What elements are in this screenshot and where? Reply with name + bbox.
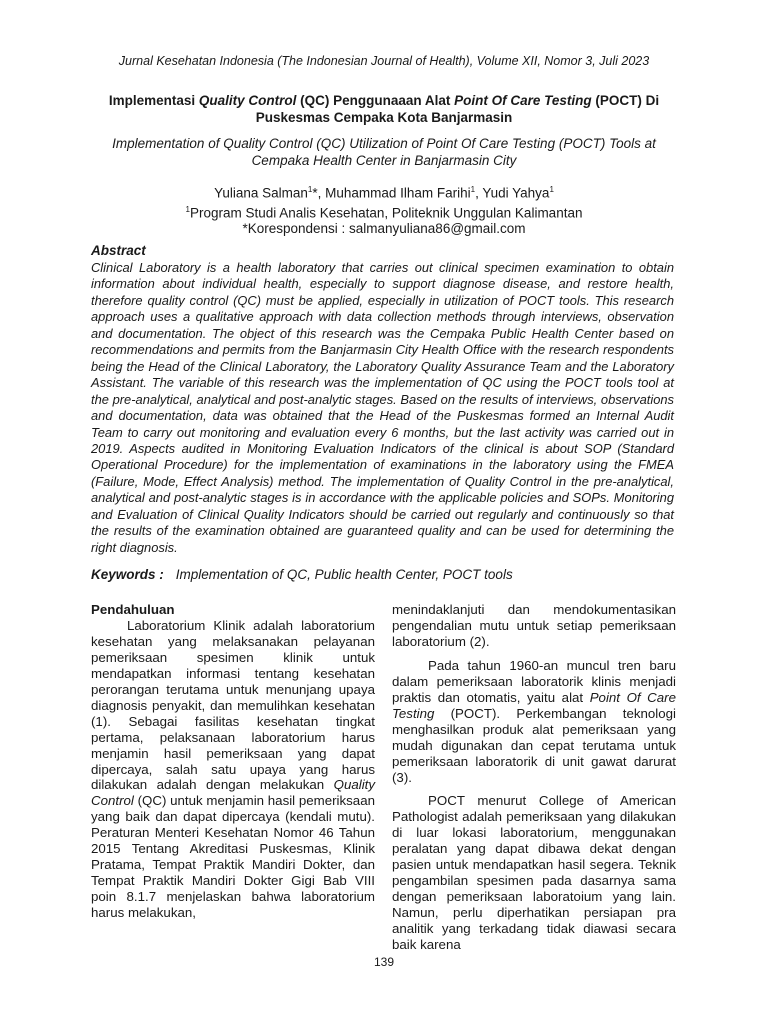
right-column bbox=[392, 602, 676, 953]
correspondence: *Korespondensi : salmanyuliana86@gmail.com bbox=[242, 221, 526, 236]
keywords-text: Implementation of QC, Public health Center, POCT tools bbox=[175, 567, 513, 582]
text-run: Pada tahun 1960-an muncul tren baru dalam pemeriksaan laboratorik klinis menjadi praktis dan otomatis, yaitu alat bbox=[392, 657, 676, 705]
author-3-sup: 1 bbox=[549, 185, 554, 194]
body-paragraph: POCT menurut College of American Pathologist adalah pemeriksaan yang dilakukan di luar lokasi laboratorium, menggunakan peralatan yang dapat dibawa dekat dengan pasien untuk mendapatkan hasil segera. Teknik pengambilan spesimen pada dasarnya sama dengan pemeriksaan laboratoium yang lain. Namun, perlu diperhatikan persiapan pra analitik yang terkadang tidak diawasi secara baik karena bbox=[392, 793, 676, 953]
keywords-label: Keywords : bbox=[91, 567, 164, 582]
english-title-line-2: Cempaka Health Center in Banjarmasin City bbox=[251, 153, 517, 168]
text-run: (QC) untuk menjamin hasil pemeriksaan yang baik dan dapat dipercaya (kendali mutu). Peraturan Menteri Kesehatan Nomor 46 Tahun 2015 Tentang Akreditasi Puskesmas, Klinik Pratama, Tempat Praktik Mandiri Dokter, dan Tempat Praktik Mandiri Dokter Gigi Bab VIII poin 8.1.7 menjelaskan bahwa laboratorium harus melakukan, bbox=[91, 793, 375, 921]
author-block bbox=[70, 182, 698, 237]
paper-title bbox=[70, 92, 698, 126]
keywords bbox=[91, 567, 681, 582]
left-column bbox=[91, 602, 375, 921]
english-title-line-1: Implementation of Quality Control (QC) Utilization of Point Of Care Testing (POCT) Tools at bbox=[112, 136, 656, 151]
body-paragraph: menindaklanjuti dan mendokumentasikan pengendalian mutu untuk setiap pemeriksaan laboratorium (2). bbox=[392, 602, 676, 649]
affiliation bbox=[70, 202, 698, 222]
author-2: *, Muhammad Ilham Farihi bbox=[312, 185, 471, 201]
author-1: Yuliana Salman bbox=[214, 185, 308, 201]
running-head: Jurnal Kesehatan Indonesia (The Indonesian Journal of Health), Volume XII, Nomor 3, Juli 2023 bbox=[118, 54, 650, 68]
text-run: (POCT). Perkembangan teknologi menghasilkan produk alat pemeriksaan yang mudah digunakan dan cepat terutama untuk pemeriksaan laboratorik di unit gawat darurat (3). bbox=[392, 705, 676, 785]
author-3: , Yudi Yahya bbox=[475, 185, 550, 201]
abstract-heading: Abstract bbox=[91, 243, 146, 258]
title-part-4: Point Of Care Testing bbox=[454, 93, 592, 108]
title-part-5: (POCT) Di bbox=[591, 93, 660, 108]
italic-term: Quality Control bbox=[91, 777, 375, 809]
body-paragraph bbox=[392, 658, 676, 786]
title-part-1: Implementasi bbox=[108, 93, 199, 108]
text-run: Laboratorium Klinik adalah laboratorium kesehatan yang melaksanakan pelayanan pemeriksaan spesimen klinik untuk mendapatkan informasi tentang kesehatan perorangan terutama untuk menunjang upaya diagnosis penyakit, dan memulihkan kesehatan (1). Sebagai fasilitas kesehatan tingkat pertama, pelaksanaan laboratorium harus menjamin hasil pemeriksaan yang dapat dipercaya, salah satu upaya yang harus dilakukan adalah dengan melakukan bbox=[91, 617, 375, 793]
title-line-2: Puskesmas Cempaka Kota Banjarmasin bbox=[255, 110, 513, 125]
author-1-sup: 1 bbox=[307, 185, 313, 194]
page-number: 139 bbox=[373, 955, 395, 969]
author-list bbox=[70, 182, 698, 202]
english-title bbox=[70, 135, 698, 169]
section-heading: Pendahuluan bbox=[91, 602, 175, 617]
body-paragraph bbox=[91, 618, 375, 921]
title-part-3: (QC) Penggunaaan Alat bbox=[296, 93, 455, 108]
title-part-2: Quality Control bbox=[198, 93, 297, 108]
affiliation-sup: 1 bbox=[185, 204, 190, 214]
italic-term: Point Of Care Testing bbox=[392, 689, 676, 721]
author-2-sup: 1 bbox=[470, 185, 476, 194]
abstract-text: Clinical Laboratory is a health laboratory that carries out clinical specimen examination to obtain information about individual health, especially to support diagnose disease, and restore health, therefore quality control (QC) must be applied, especially in utilization of POCT tools. This research approach uses a qualitative approach with data collection methods through interviews, observation and documentation. The object of this research was the Cempaka Public Health Center based on recommendations and permits from the Banjarmasin City Health Office with the research respondents being the Head of the Clinical Laboratory, the Laboratory Quality Assurance Team and the Laboratory Assistant. The variable of this research was the implementation of QC using the POCT tools tool at the pre-analytical, analytical and post-analytic stages. Based on the results of interviews, observations and documentation, data was obtained that the Head of the Puskesmas formed an Internal Audit Team to carry out monitoring and evaluation every 6 months, but the last activity was carried out in 2019. Aspects audited in Monitoring Evaluation Indicators of the clinical is about SOP (Standard Operational Procedure) for the implementation of examinations in the laboratory using the FMEA (Failure, Mode, Effect Analysis) method. The implementation of Quality Control in the pre-analytical, analytical and post-analytic stages is in accordance with the applicable policies and SOPs. Monitoring and Evaluation of Clinical Quality Indicators should be carried out regularly and continuously so that the results of the examination obtained are guaranteed quality and can be used for determining the right diagnosis. bbox=[91, 260, 674, 555]
affiliation-text: Program Studi Analis Kesehatan, Politeknik Unggulan Kalimantan bbox=[189, 205, 583, 220]
